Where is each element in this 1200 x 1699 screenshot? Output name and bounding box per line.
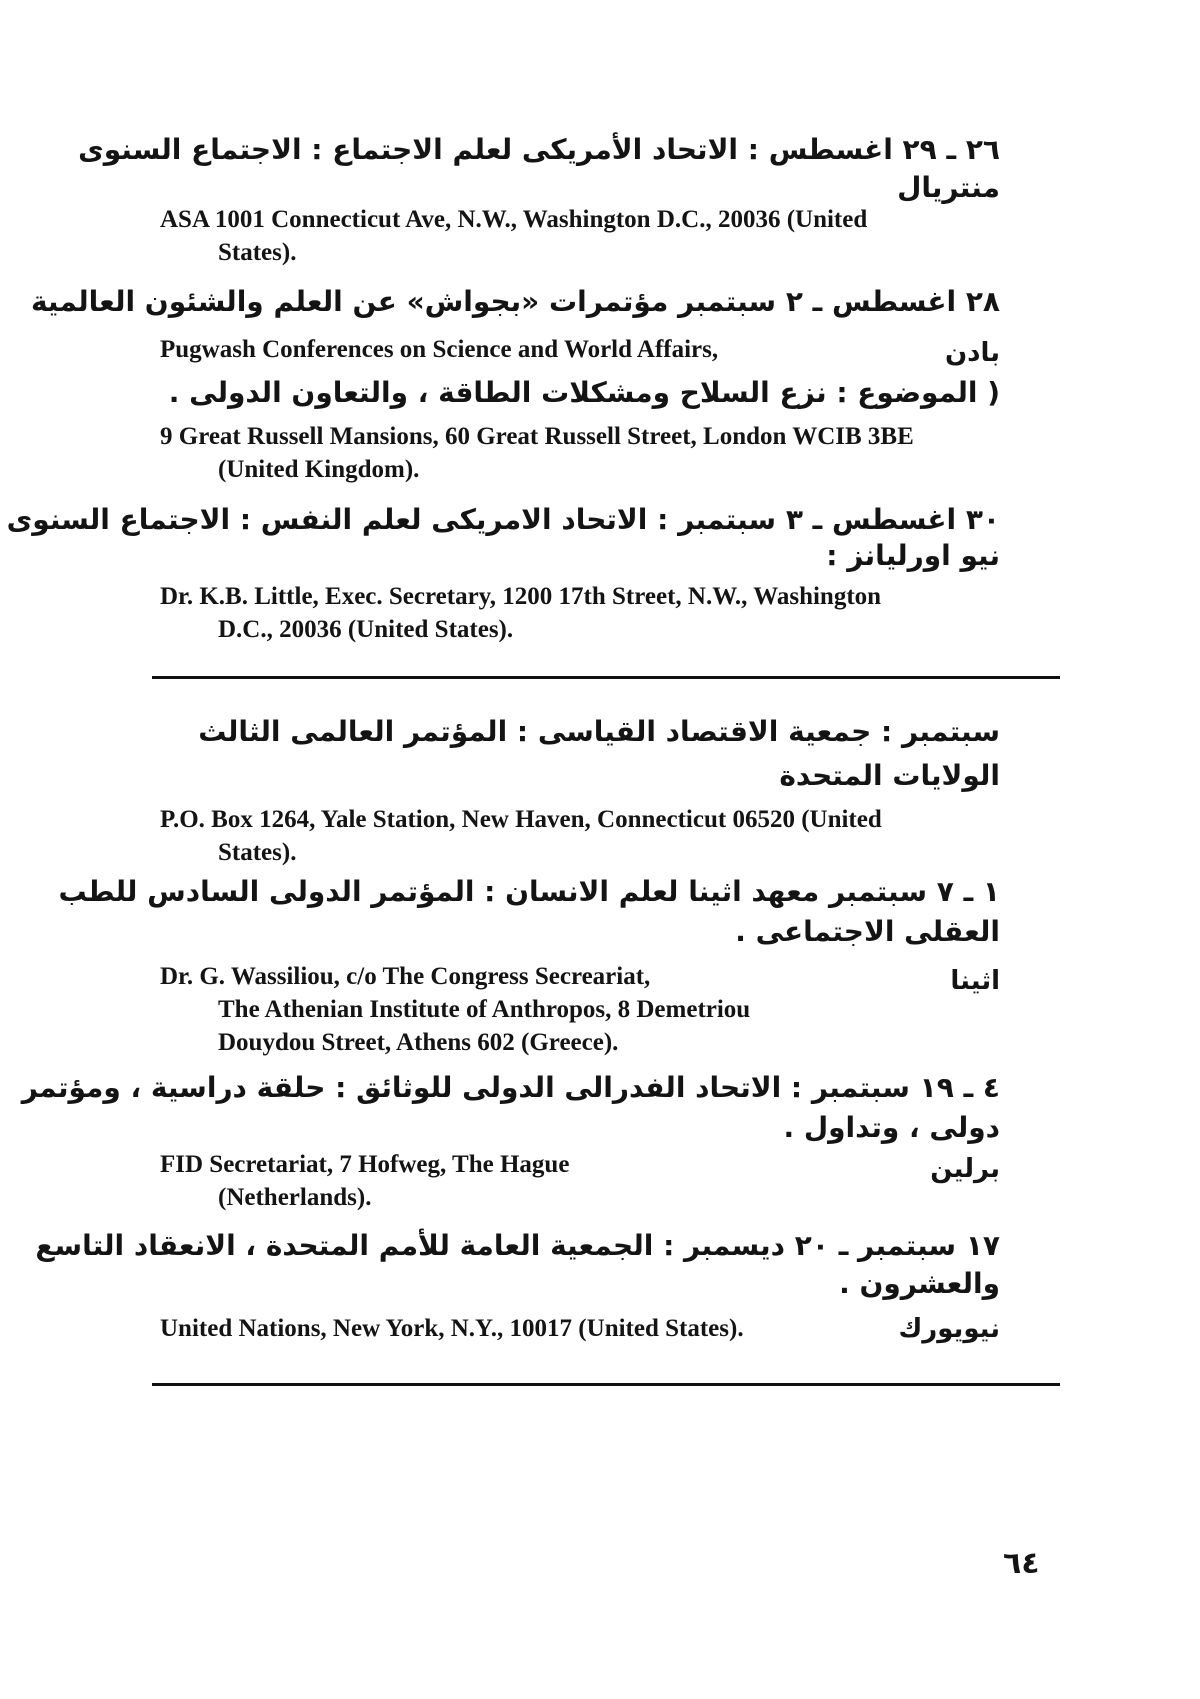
- entry-6-address-line-2: (Netherlands).: [218, 1184, 372, 1211]
- entry-6-location: برلين: [930, 1154, 1000, 1184]
- bottom-rule: [152, 1383, 1060, 1386]
- entry-3-address-line-2: D.C., 20036 (United States).: [218, 616, 514, 643]
- entry-2-arabic-title: ٢٨ اغسطس ـ ٢ سبتمبر مؤتمرات «بجواش» عن العلم والشئون العالمية: [30, 285, 1000, 318]
- entry-1-address-line-2: States).: [218, 239, 297, 266]
- entry-5-location: اثينا: [950, 966, 1000, 996]
- entry-4-address-line-1: P.O. Box 1264, Yale Station, New Haven, Connecticut 06520 (United: [160, 806, 882, 833]
- entry-4-address-line-2: States).: [218, 839, 297, 866]
- entry-2-address: [160, 420, 1060, 486]
- page-number: ٦٤: [1003, 1546, 1040, 1581]
- entry-2-address-line-2: (United Kingdom).: [218, 456, 420, 483]
- entry-3-address-line-1: Dr. K.B. Little, Exec. Secretary, 1200 17th Street, N.W., Washington: [160, 583, 882, 610]
- entry-7-arabic-subtitle: والعشرون .: [839, 1267, 1000, 1300]
- entry-1-arabic-title: ٢٦ ـ ٢٩ اغسطس : الاتحاد الأمريكى لعلم الاجتماع : الاجتماع السنوى: [78, 133, 1000, 166]
- entry-5-address-line-3: Douydou Street, Athens 602 (Greece).: [218, 1029, 619, 1056]
- section-divider-rule: [152, 676, 1060, 679]
- entry-1-arabic-location: منتريال: [897, 171, 1000, 204]
- entry-5-address-line-1: Dr. G. Wassiliou, c/o The Congress Secreariat,: [160, 963, 651, 990]
- entry-1-address: [160, 203, 1060, 269]
- entry-3-arabic-location: نيو اورليانز :: [826, 539, 1000, 572]
- entry-7-location: نيويورك: [898, 1314, 1000, 1344]
- entry-7-address-line-1: United Nations, New York, N.Y., 10017 (United States).: [160, 1315, 744, 1342]
- entry-5-arabic-subtitle: العقلى الاجتماعى .: [735, 915, 1000, 948]
- entry-1-address-line-1: ASA 1001 Connecticut Ave, N.W., Washington D.C., 20036 (United: [160, 206, 868, 233]
- entry-5-address-line-2: The Athenian Institute of Anthropos, 8 Demetriou: [218, 996, 751, 1023]
- entry-2-arabic-topic: ( الموضوع : نزع السلاح ومشكلات الطاقة ، والتعاون الدولى .: [168, 376, 1000, 409]
- entry-5-address: [160, 960, 1060, 1059]
- entry-4-arabic-title: سبتمبر : جمعية الاقتصاد القياسى : المؤتمر العالمى الثالث: [198, 715, 1000, 748]
- entry-3-address: [160, 580, 1060, 646]
- entry-2-address-line-1: 9 Great Russell Mansions, 60 Great Russell Street, London WCIB 3BE: [160, 423, 914, 450]
- entry-6-address-line-1: FID Secretariat, 7 Hofweg, The Hague: [160, 1151, 570, 1178]
- entry-6-address: [160, 1148, 1060, 1214]
- entry-6-arabic-title: ٤ ـ ١٩ سبتمبر : الاتحاد الفدرالى الدولى للوثائق : حلقة دراسية ، ومؤتمر: [21, 1071, 1000, 1104]
- entry-4-address: [160, 803, 1060, 869]
- entry-4-arabic-location: الولايات المتحدة: [779, 759, 1000, 792]
- entry-3-arabic-title: ٣٠ اغسطس ـ ٣ سبتمبر : الاتحاد الامريكى لعلم النفس : الاجتماع السنوى: [6, 503, 1000, 536]
- entry-5-arabic-title: ١ ـ ٧ سبتمبر معهد اثينا لعلم الانسان : المؤتمر الدولى السادس للطب: [58, 875, 1000, 908]
- entry-6-arabic-subtitle: دولى ، وتداول .: [783, 1111, 1000, 1144]
- entry-2-location: بادن: [944, 338, 1000, 368]
- entry-7-arabic-title: ١٧ سبتمبر ـ ٢٠ ديسمبر : الجمعية العامة للأمم المتحدة ، الانعقاد التاسع: [35, 1229, 1000, 1262]
- entry-2-organization: Pugwash Conferences on Science and World Affairs,: [160, 336, 719, 363]
